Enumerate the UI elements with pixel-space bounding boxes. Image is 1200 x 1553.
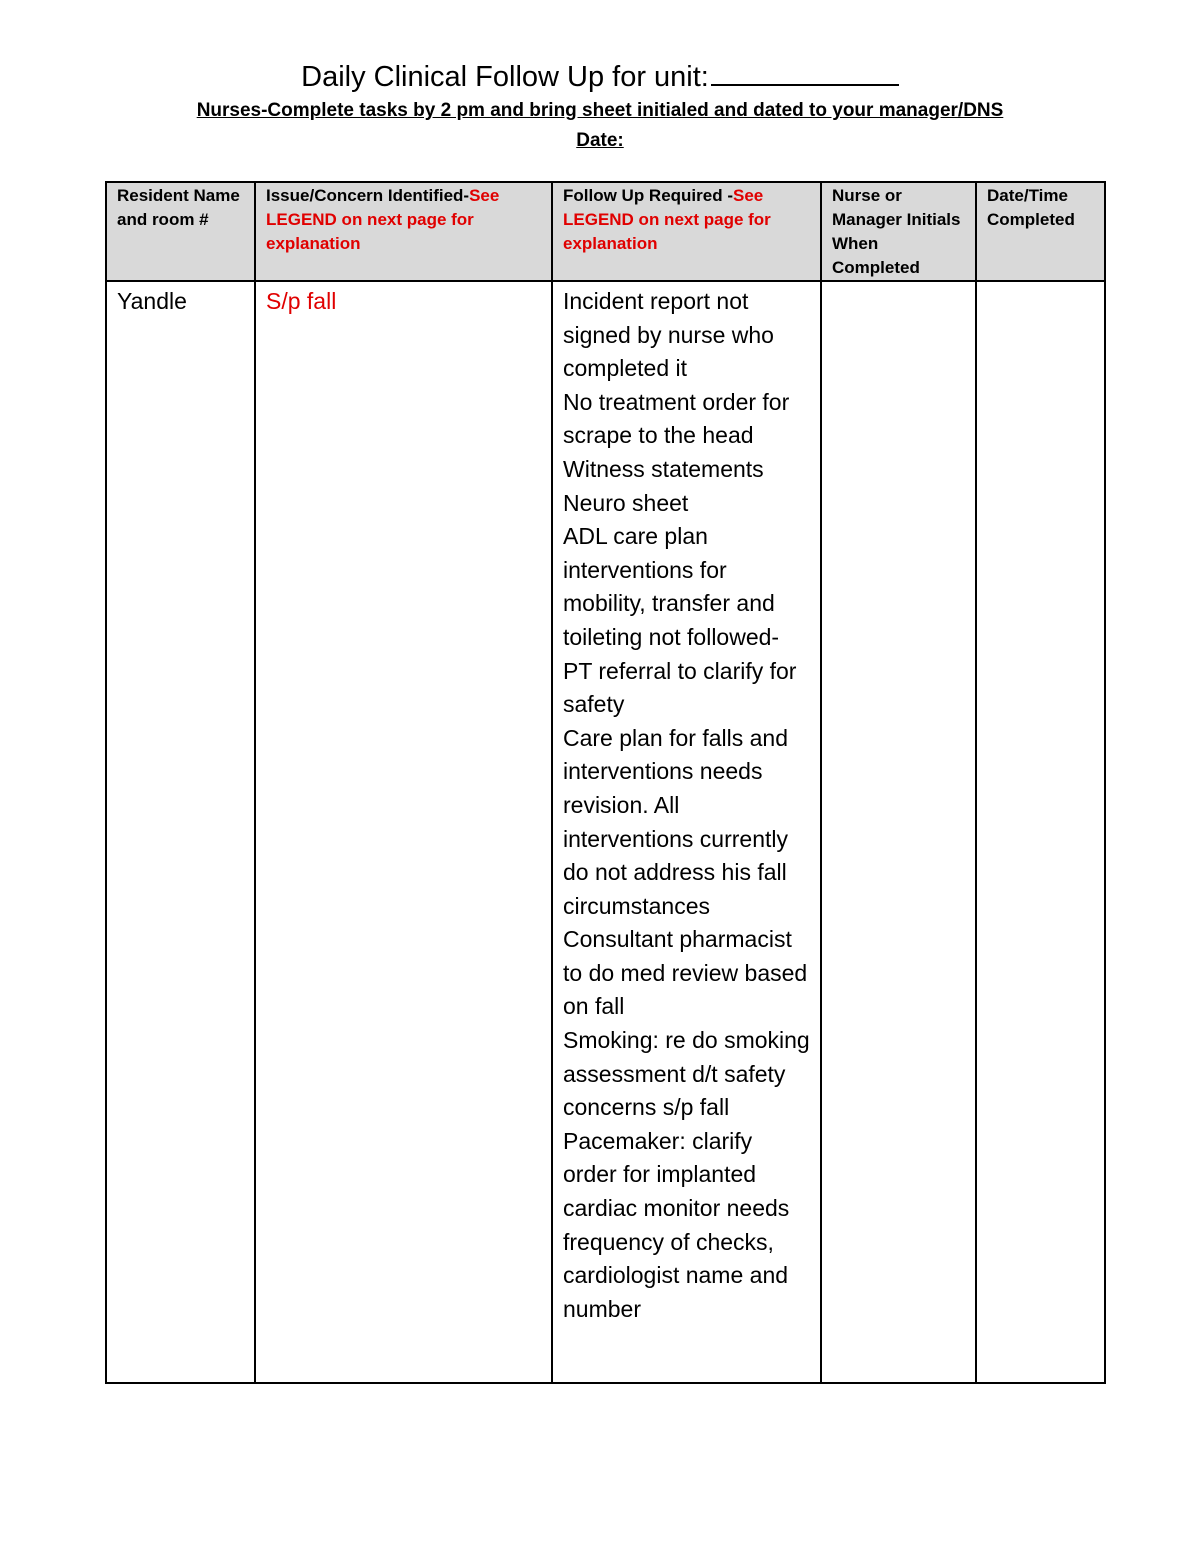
follow-up-item: Pacemaker: clarify order for implanted cardiac monitor needs frequency of checks, cardiologist name and number xyxy=(563,1127,790,1322)
header-issue-label: Issue/Concern Identified- xyxy=(266,186,470,205)
header-date-time-label: Date/Time Completed xyxy=(987,186,1075,229)
title-text: Daily Clinical Follow Up for unit: xyxy=(301,61,709,93)
follow-up-item: No treatment order for scrape to the head xyxy=(563,388,790,449)
follow-up-item: ADL care plan interventions for mobility, transfer and toileting not followed- PT referral to clarify for safety xyxy=(563,523,797,718)
follow-up-item: Smoking: re do smoking assessment d/t safety concerns s/p fall xyxy=(563,1027,810,1121)
follow-up-item: Neuro sheet xyxy=(563,489,689,516)
header-issue-legend-note: See LEGEND on next page for explanation xyxy=(266,186,500,253)
header-resident-label: Resident Name and room # xyxy=(117,186,240,229)
header-follow-up-label: Follow Up Required - xyxy=(563,186,733,205)
follow-up-item: Incident report not signed by nurse who completed it xyxy=(563,288,774,382)
page-title xyxy=(0,58,1200,96)
table-row xyxy=(106,281,1105,1383)
cell-issue[interactable]: S/p fall xyxy=(255,281,552,1383)
instructions-subtitle: Nurses-Complete tasks by 2 pm and bring sheet initialed and dated to your manager/DNS xyxy=(196,100,1004,121)
cell-follow-up[interactable] xyxy=(552,281,821,1383)
header-resident-name xyxy=(106,182,255,281)
date-label: Date: xyxy=(576,130,624,151)
cell-date-time[interactable] xyxy=(976,281,1105,1383)
header-date-time xyxy=(976,182,1105,281)
header-follow-up xyxy=(552,182,821,281)
follow-up-item: Care plan for falls and interventions needs revision. All interventions currently do not address his fall circumstances xyxy=(563,724,789,919)
follow-up-item: Witness statements xyxy=(563,455,764,482)
header-follow-up-legend-note: See LEGEND on next page for explanation xyxy=(563,186,771,253)
unit-blank-line[interactable] xyxy=(711,58,899,86)
cell-resident-name[interactable]: Yandle xyxy=(106,281,255,1383)
follow-up-table xyxy=(105,181,1106,1384)
table-header-row xyxy=(106,182,1105,281)
header-issue-concern xyxy=(255,182,552,281)
header-initials xyxy=(821,182,976,281)
header-initials-label: Nurse or Manager Initials When Completed xyxy=(832,186,961,277)
cell-initials[interactable] xyxy=(821,281,976,1383)
follow-up-item: Consultant pharmacist to do med review based on fall xyxy=(563,926,808,1020)
